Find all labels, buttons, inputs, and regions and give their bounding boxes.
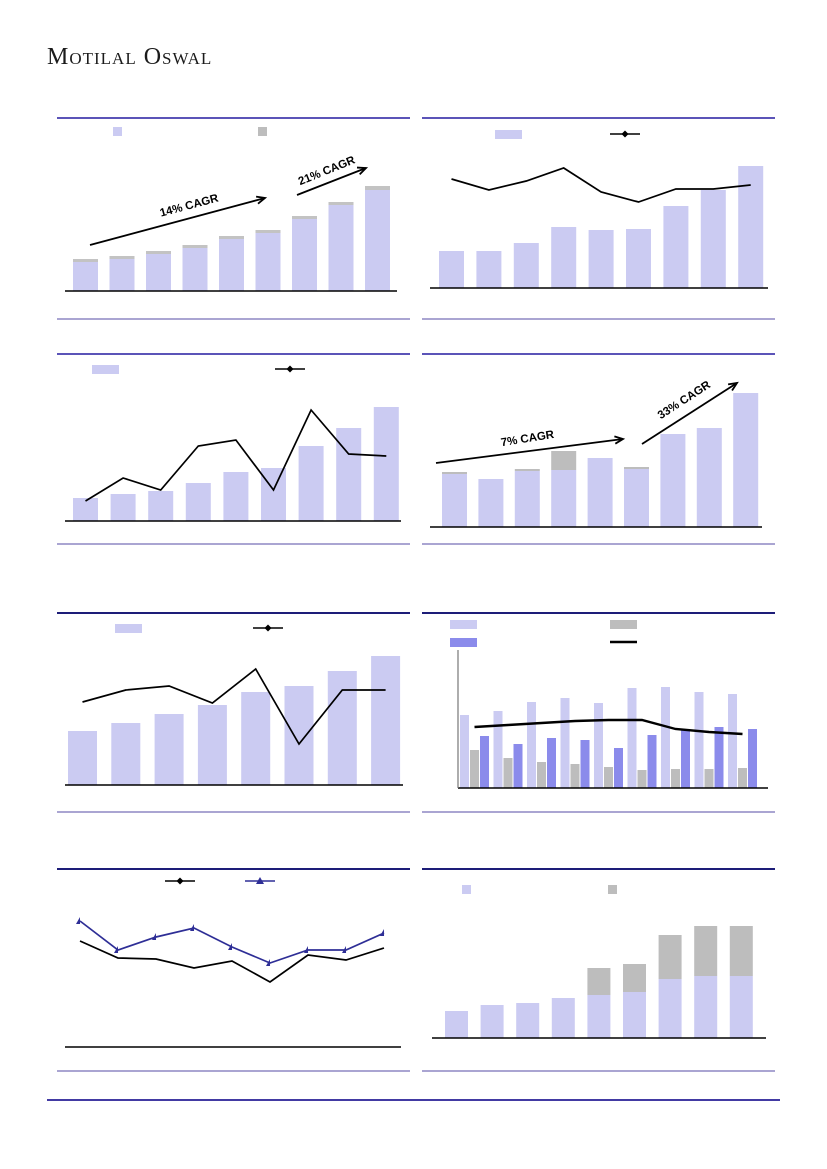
bar <box>480 736 489 788</box>
chart-block-1 <box>57 117 410 320</box>
bar <box>537 762 546 788</box>
bar <box>198 705 227 785</box>
bar <box>623 992 646 1038</box>
chart-block-4 <box>422 353 775 545</box>
triangle-marker-icon <box>152 933 156 940</box>
bar <box>336 428 361 521</box>
bar <box>638 770 647 788</box>
triangle-marker-icon <box>228 943 232 950</box>
chart-6-canvas <box>422 612 775 813</box>
bar <box>374 407 399 521</box>
bar-cap <box>146 251 171 254</box>
bar <box>552 998 575 1038</box>
bar-cap <box>292 216 317 219</box>
bar-cap <box>730 926 753 976</box>
bar <box>476 251 501 288</box>
triangle-marker-icon <box>190 924 194 931</box>
bar-cap <box>515 469 540 471</box>
bar-cap <box>442 472 467 474</box>
bar <box>223 472 248 521</box>
bar <box>624 469 649 527</box>
bar <box>494 711 503 788</box>
bar <box>730 976 753 1038</box>
triangle-marker-icon <box>266 959 270 966</box>
bar <box>155 714 184 785</box>
bar-cap <box>624 467 649 469</box>
bar <box>111 723 140 785</box>
chart-block-8 <box>422 868 775 1072</box>
legend-rect-swatch-icon <box>115 624 142 633</box>
legend-rect-swatch-icon <box>450 620 477 629</box>
bar <box>715 727 724 788</box>
bar <box>146 254 171 291</box>
chart-7-canvas <box>57 868 410 1072</box>
legend-marker-icon <box>265 625 272 632</box>
bar <box>705 769 714 788</box>
bar <box>514 243 539 288</box>
bar <box>581 740 590 788</box>
legend-square-swatch-icon <box>113 127 122 136</box>
legend-rect-swatch-icon <box>610 620 637 629</box>
bar <box>261 468 286 521</box>
bar <box>695 692 704 788</box>
bar <box>728 694 737 788</box>
bar <box>219 239 244 291</box>
bar <box>661 687 670 788</box>
bar <box>442 474 467 527</box>
triangle-marker-icon <box>76 917 80 924</box>
bar <box>681 730 690 788</box>
legend-marker-icon <box>622 131 629 138</box>
chart-block-3 <box>57 353 410 545</box>
legend-marker-icon <box>177 878 184 885</box>
bar <box>694 976 717 1038</box>
chart-block-2 <box>422 117 775 320</box>
cagr-label: 7% CAGR <box>500 428 555 450</box>
legend-square-swatch-icon <box>258 127 267 136</box>
bar-cap <box>219 236 244 239</box>
bar <box>73 498 98 521</box>
bar <box>285 686 314 785</box>
chart-1-canvas <box>57 117 410 320</box>
legend-rect-swatch-icon <box>450 638 477 647</box>
chart-block-6 <box>422 612 775 813</box>
bar <box>663 206 688 288</box>
chart-4-canvas <box>422 353 775 545</box>
triangle-marker-icon <box>304 946 308 953</box>
brand-logo: Motilal Oswal <box>47 44 213 70</box>
chart-block-7 <box>57 868 410 1072</box>
bar <box>460 715 469 788</box>
bar <box>481 1005 504 1038</box>
bar-cap <box>623 964 646 992</box>
bar <box>660 434 685 527</box>
legend-square-swatch-icon <box>608 885 617 894</box>
bar <box>748 729 757 788</box>
bar <box>589 230 614 288</box>
bar <box>697 428 722 527</box>
bar <box>516 1003 539 1038</box>
bar <box>527 702 536 788</box>
legend-rect-swatch-icon <box>92 365 119 374</box>
bar <box>328 671 357 785</box>
legend-rect-swatch-icon <box>495 130 522 139</box>
bar <box>551 470 576 527</box>
bar <box>478 479 503 527</box>
bar <box>588 458 613 527</box>
legend-square-swatch-icon <box>462 885 471 894</box>
bar <box>470 750 479 788</box>
bar <box>439 251 464 288</box>
chart-3-canvas <box>57 353 410 545</box>
bar-cap <box>329 202 354 205</box>
bar <box>587 995 610 1038</box>
bar-cap <box>659 935 682 979</box>
bar <box>299 446 324 521</box>
bar <box>671 769 680 788</box>
bar <box>183 248 208 291</box>
chart-2-canvas <box>422 117 775 320</box>
bar-cap <box>110 256 135 259</box>
legend-marker-icon <box>287 366 294 373</box>
cagr-label: 21% CAGR <box>296 154 357 189</box>
bar <box>571 764 580 788</box>
bar <box>504 758 513 788</box>
bar <box>738 768 747 788</box>
bar <box>329 205 354 291</box>
bar-cap <box>365 186 390 190</box>
cagr-label: 33% CAGR <box>655 379 713 422</box>
bar <box>514 744 523 788</box>
bar-cap <box>183 245 208 248</box>
bar-cap <box>73 259 98 262</box>
bar <box>547 738 556 788</box>
chart-8-canvas <box>422 868 775 1072</box>
bar <box>111 494 136 521</box>
bar <box>594 703 603 788</box>
bar <box>614 748 623 788</box>
bar <box>701 190 726 288</box>
bar <box>604 767 613 788</box>
bar <box>733 393 758 527</box>
bar <box>626 229 651 288</box>
bar <box>371 656 400 785</box>
bar-cap <box>587 968 610 995</box>
bar <box>148 491 173 521</box>
footer-rule <box>47 1099 780 1101</box>
bar <box>659 979 682 1038</box>
bar <box>68 731 97 785</box>
bar <box>292 219 317 291</box>
bar-cap <box>694 926 717 976</box>
bar <box>738 166 763 288</box>
cagr-label: 14% CAGR <box>158 192 220 220</box>
bar <box>515 471 540 527</box>
bar <box>445 1011 468 1038</box>
bar <box>648 735 657 788</box>
bar <box>241 692 270 785</box>
bar-cap <box>551 451 576 470</box>
bar <box>256 233 281 291</box>
data-line <box>80 921 384 963</box>
bar <box>628 688 637 788</box>
chart-5-canvas <box>57 612 410 813</box>
bar <box>73 262 98 291</box>
bar <box>551 227 576 288</box>
bar <box>186 483 211 521</box>
triangle-marker-icon <box>380 929 384 936</box>
bar <box>365 190 390 291</box>
chart-block-5 <box>57 612 410 813</box>
bar-cap <box>256 230 281 233</box>
bar <box>561 698 570 788</box>
bar <box>110 259 135 291</box>
